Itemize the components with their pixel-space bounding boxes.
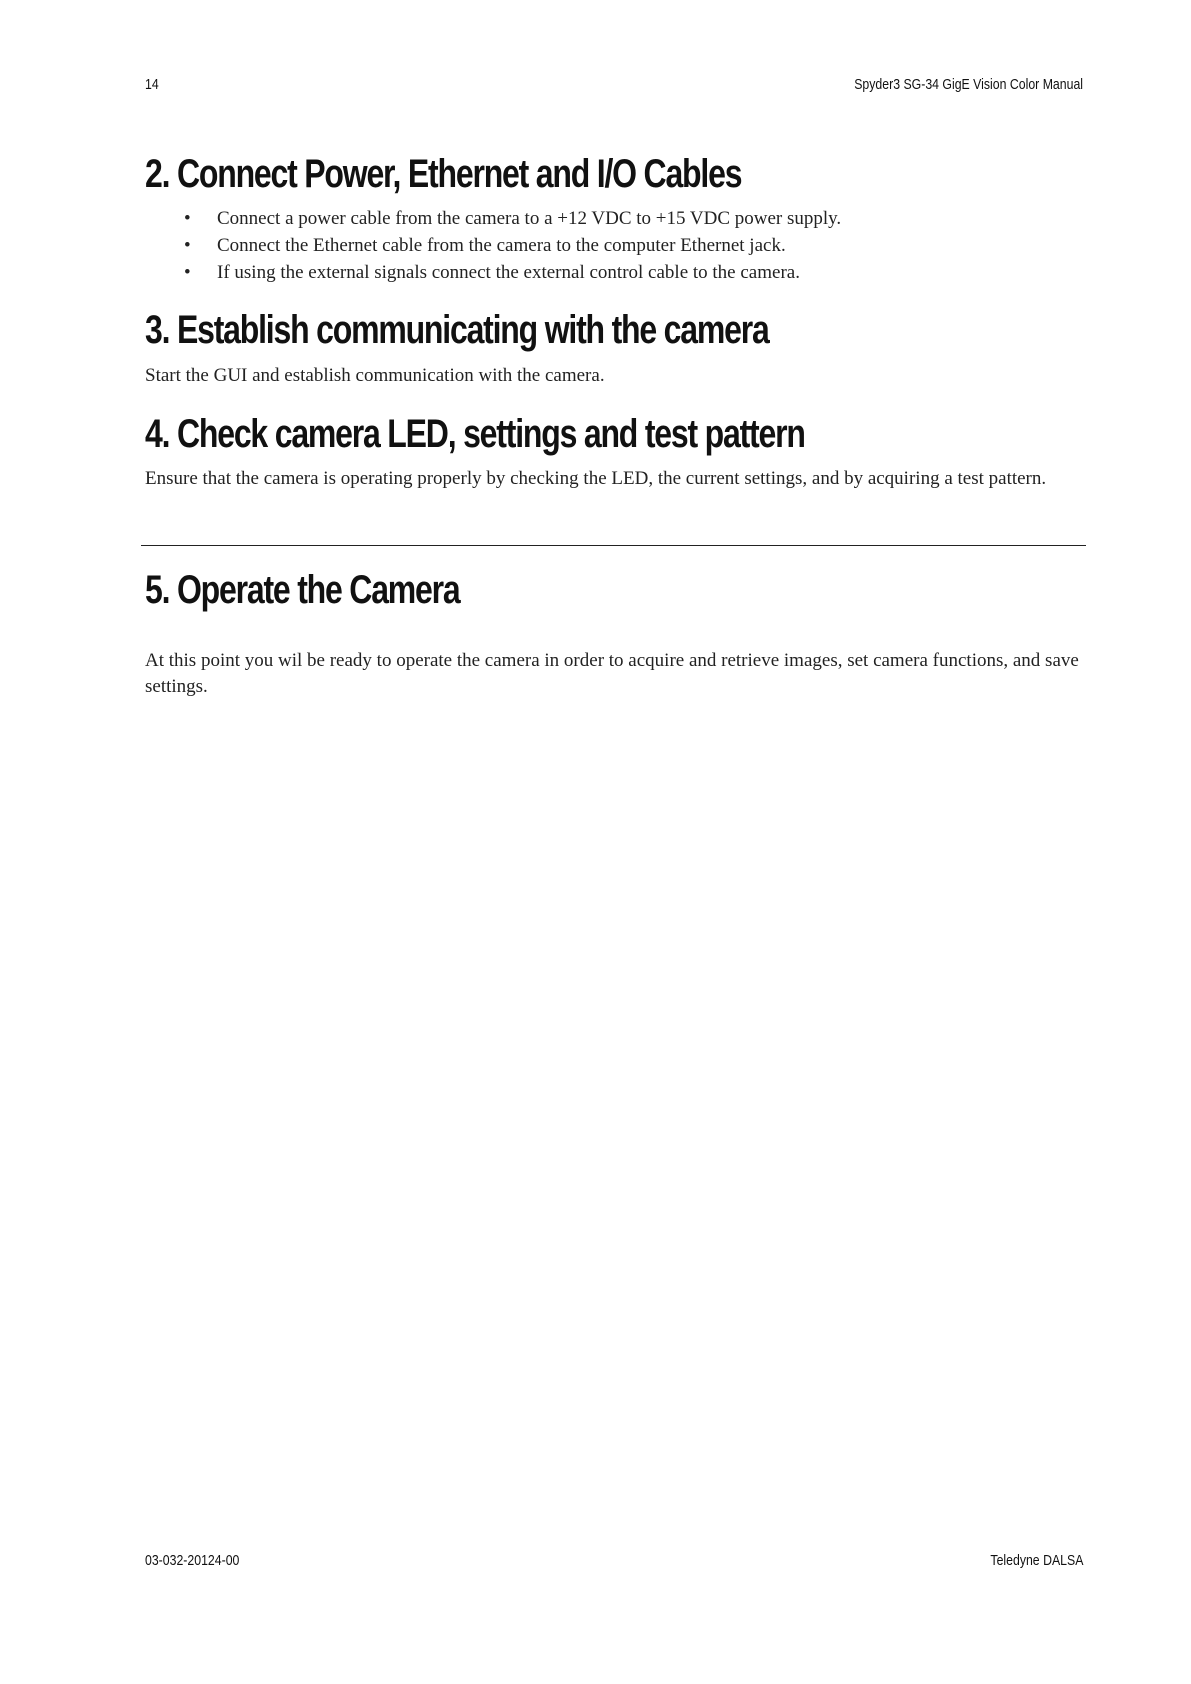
list-item-text: If using the external signals connect the external control cable to the camera. xyxy=(217,262,800,283)
section-heading-operate-camera: 5. Operate the Camera xyxy=(145,568,460,612)
list-item xyxy=(145,205,841,232)
section-body-operate-camera: At this point you wil be ready to operate the camera in order to acquire and retrieve images, set camera functions, and save settings. xyxy=(145,650,1079,697)
manual-title: Spyder3 SG-34 GigE Vision Color Manual xyxy=(854,76,1083,93)
page-number: 14 xyxy=(145,76,159,93)
section-heading-establish-communication: 3. Establish communicating with the camera xyxy=(145,308,769,352)
bullet-icon: • xyxy=(184,208,191,229)
section-body-check-camera: Ensure that the camera is operating properly by checking the LED, the current settings, and by acquiring a test pattern. xyxy=(145,468,1047,489)
cable-steps-list xyxy=(145,205,841,286)
bullet-icon: • xyxy=(184,262,191,283)
list-item xyxy=(145,232,841,259)
bullet-icon: • xyxy=(184,235,191,256)
document-number: 03-032-20124-00 xyxy=(145,1552,240,1569)
section-body-establish-communication: Start the GUI and establish communication with the camera. xyxy=(145,365,605,386)
section-heading-check-camera: 4. Check camera LED, settings and test pattern xyxy=(145,412,805,456)
section-heading-connect-cables: 2. Connect Power, Ethernet and I/O Cables xyxy=(145,152,742,196)
list-item-text: Connect a power cable from the camera to a +12 VDC to +15 VDC power supply. xyxy=(217,208,842,229)
section-divider xyxy=(141,545,1086,546)
list-item xyxy=(145,259,841,286)
company-name: Teledyne DALSA xyxy=(990,1552,1083,1569)
list-item-text: Connect the Ethernet cable from the camera to the computer Ethernet jack. xyxy=(217,235,786,256)
